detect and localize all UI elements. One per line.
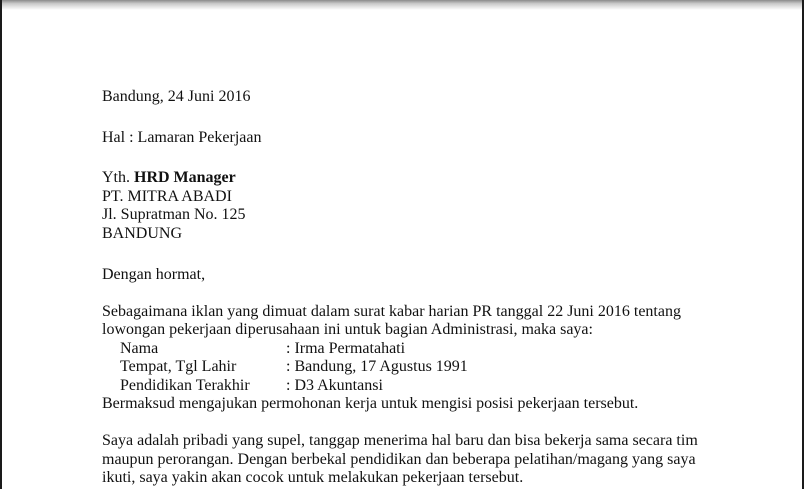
- recipient-city: BANDUNG: [102, 224, 182, 242]
- field-row-birth: [102, 358, 722, 377]
- letter-body: [102, 88, 722, 488]
- salutation-prefix: Yth.: [102, 169, 130, 186]
- greeting: Dengan hormat,: [102, 265, 206, 283]
- field-value: : Bandung, 17 Agustus 1991: [286, 358, 468, 375]
- field-value: : Irma Permatahati: [286, 339, 406, 357]
- recipient-title: HRD Manager: [134, 169, 236, 186]
- place-date: Bandung, 24 Juni 2016: [102, 88, 251, 105]
- subject-line: Hal : Lamaran Pekerjaan: [102, 128, 262, 146]
- field-value: : D3 Akuntansi: [286, 376, 383, 394]
- field-label: Nama: [120, 339, 159, 357]
- intro-line: lowongan pekerjaan diperusahaan ini untuk bagian Administrasi, maka saya:: [102, 321, 593, 338]
- field-label: Tempat, Tgl Lahir: [120, 358, 237, 375]
- body-line: ikuti, saya yakin akan cocok untuk melakukan pekerjaan tersebut.: [102, 469, 524, 486]
- page-top-shadow: [2, 0, 802, 10]
- recipient-title-line: [102, 169, 722, 188]
- recipient-street: Jl. Supratman No. 125: [102, 206, 246, 223]
- field-row-education: [102, 377, 722, 396]
- intro-line: Sebagaimana iklan yang dimuat dalam surat kabar harian PR tanggal 22 Juni 2016 tentang: [102, 302, 681, 320]
- body-line: Saya adalah pribadi yang supel, tanggap menerima hal baru dan bisa bekerja sama secara tim: [102, 432, 698, 449]
- field-row-name: [102, 340, 722, 359]
- intent-line: Bermaksud mengajukan permohonan kerja untuk mengisi posisi pekerjaan tersebut.: [102, 395, 639, 412]
- body-line: maupun perorangan. Dengan berbekal pendidikan dan beberapa pelatihan/magang yang saya: [102, 450, 696, 468]
- recipient-company: PT. MITRA ABADI: [102, 187, 232, 205]
- field-label: Pendidikan Terakhir: [120, 376, 250, 394]
